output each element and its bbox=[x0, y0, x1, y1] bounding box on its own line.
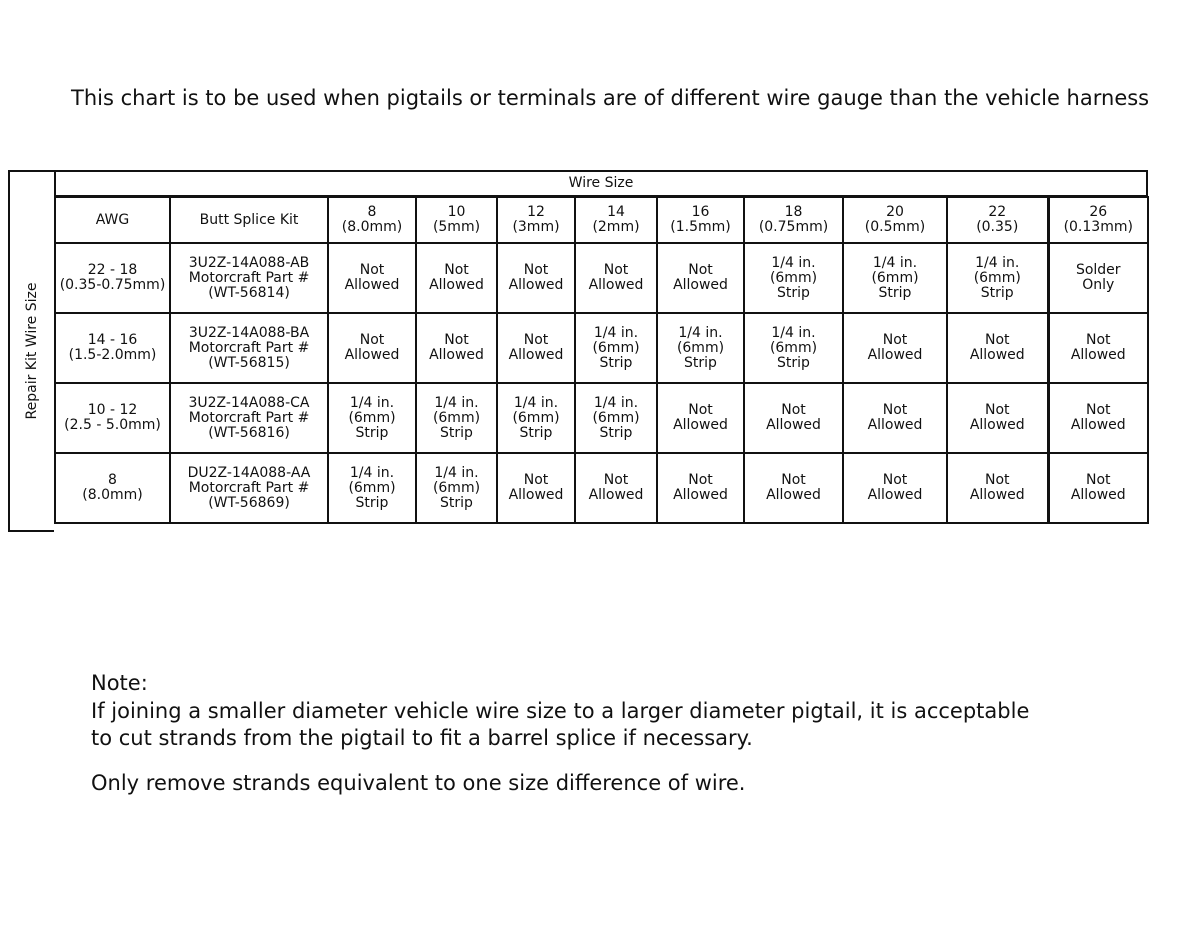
table-cell-line: 1/4 in. bbox=[434, 464, 479, 481]
table-cell bbox=[575, 313, 657, 383]
table-cell-line: Strip bbox=[440, 424, 473, 441]
table-cell-line: Only bbox=[1082, 277, 1115, 293]
table-cell-line: Not bbox=[1085, 402, 1111, 418]
wire-size-column-header-line: 22 bbox=[988, 204, 1007, 220]
table-cell-line: Not bbox=[984, 472, 1010, 488]
table-cell bbox=[657, 313, 744, 383]
table-cell bbox=[744, 383, 843, 453]
table-cell bbox=[575, 383, 657, 453]
table-cell-line: (6mm) bbox=[769, 339, 818, 356]
table-cell-line: 1/4 in. bbox=[349, 464, 395, 481]
wire-size-column-header-line: (0.13mm) bbox=[1063, 219, 1133, 235]
table-cell bbox=[416, 243, 497, 313]
table-cell-line: Not bbox=[523, 472, 549, 488]
table-row bbox=[55, 383, 1148, 453]
table-cell-line: Not bbox=[984, 402, 1010, 418]
table-cell-line: Strip bbox=[355, 424, 389, 441]
table-cell-line: Not bbox=[781, 472, 806, 488]
awg-cell-line: 8 bbox=[108, 472, 117, 488]
table-row bbox=[55, 313, 1148, 383]
table-cell-line: Strip bbox=[878, 284, 912, 301]
table-cell bbox=[328, 383, 416, 453]
table-cell-line: Not bbox=[781, 402, 806, 418]
side-label-text: Repair Kit Wire Size bbox=[24, 282, 40, 420]
table-cell bbox=[1048, 453, 1148, 523]
table-cell-line: (6mm) bbox=[769, 269, 818, 286]
table-cell-line: (6mm) bbox=[592, 409, 640, 426]
table-cell bbox=[497, 383, 575, 453]
table-cell-line: Allowed bbox=[673, 417, 728, 433]
wire-size-column-header-line: 20 bbox=[886, 204, 904, 220]
wire-size-column-header-line: 16 bbox=[691, 204, 710, 220]
kit-cell bbox=[170, 243, 328, 313]
wire-size-column-header-line: (0.35) bbox=[976, 219, 1019, 235]
table-cell bbox=[328, 453, 416, 523]
table-cell-line: Allowed bbox=[344, 347, 400, 363]
splice-chart-table bbox=[54, 196, 1149, 524]
table-cell bbox=[328, 313, 416, 383]
awg-cell bbox=[55, 313, 170, 383]
kit-cell-line: (WT-56815) bbox=[208, 354, 290, 371]
table-cell-line: Not bbox=[882, 472, 908, 488]
table-cell-line: Not bbox=[603, 472, 629, 488]
table-cell-line: Not bbox=[1085, 472, 1111, 488]
table-cell-line: Allowed bbox=[673, 487, 728, 503]
note-line-1: If joining a smaller diameter vehicle wire size to a larger diameter pigtail, it is acceptable bbox=[91, 699, 1030, 723]
awg-header: AWG bbox=[55, 197, 170, 243]
table-cell bbox=[657, 453, 744, 523]
table-cell bbox=[657, 383, 744, 453]
table-cell bbox=[416, 453, 497, 523]
kit-cell bbox=[170, 453, 328, 523]
table-cell-line: (6mm) bbox=[592, 339, 640, 356]
table-cell-line: Strip bbox=[355, 494, 389, 511]
table-cell bbox=[744, 243, 843, 313]
table-cell-line: Not bbox=[882, 402, 908, 418]
table-cell bbox=[947, 243, 1048, 313]
awg-cell-line: (0.35-0.75mm) bbox=[59, 277, 166, 293]
table-cell-line: (6mm) bbox=[512, 409, 560, 426]
table-cell-line: Allowed bbox=[969, 347, 1025, 363]
table-cell-line: Not bbox=[1085, 332, 1111, 348]
table-row bbox=[55, 453, 1148, 523]
table-cell-line: Strip bbox=[980, 284, 1014, 301]
table-cell-line: Not bbox=[688, 262, 713, 278]
table-cell-line: Allowed bbox=[1070, 487, 1126, 503]
table-cell bbox=[497, 453, 575, 523]
table-cell bbox=[1048, 243, 1148, 313]
wire-size-column-header bbox=[947, 197, 1048, 243]
table-cell-line: Not bbox=[359, 262, 385, 278]
table-cell-line: 1/4 in. bbox=[771, 254, 816, 271]
wire-size-column-header bbox=[328, 197, 416, 243]
table-cell-line: 1/4 in. bbox=[872, 254, 918, 271]
kit-cell bbox=[170, 383, 328, 453]
table-cell-line: Not bbox=[603, 262, 629, 278]
table-cell-line: 1/4 in. bbox=[593, 394, 639, 411]
table-row bbox=[55, 243, 1148, 313]
wire-size-column-header-line: (1.5mm) bbox=[670, 219, 731, 235]
kit-cell-line: DU2Z-14A088-AA bbox=[187, 464, 311, 481]
butt-splice-kit-header: Butt Splice Kit bbox=[170, 197, 328, 243]
table-cell bbox=[947, 313, 1048, 383]
table-cell-line: Allowed bbox=[588, 487, 644, 503]
repair-kit-wire-size-label bbox=[8, 170, 54, 532]
table-cell bbox=[416, 383, 497, 453]
wire-size-column-header-line: (5mm) bbox=[432, 219, 481, 235]
table-cell-line: Allowed bbox=[766, 487, 821, 503]
table-cell-line: Not bbox=[444, 332, 469, 348]
table-cell-line: Allowed bbox=[508, 347, 564, 363]
table-cell-line: 1/4 in. bbox=[349, 394, 395, 411]
table-cell bbox=[947, 383, 1048, 453]
awg-cell bbox=[55, 453, 170, 523]
table-cell-line: Strip bbox=[440, 494, 473, 511]
wire-size-column-header-line: (3mm) bbox=[512, 219, 560, 235]
wire-size-column-header-line: 10 bbox=[447, 204, 466, 220]
table-cell-line: Allowed bbox=[969, 487, 1025, 503]
wire-size-column-header bbox=[416, 197, 497, 243]
table-cell bbox=[947, 453, 1048, 523]
awg-cell-line: (2.5 - 5.0mm) bbox=[64, 417, 161, 433]
table-cell-line: (6mm) bbox=[871, 269, 919, 286]
wire-size-column-header-line: (0.5mm) bbox=[864, 219, 926, 235]
awg-cell-line: 14 - 16 bbox=[87, 332, 138, 348]
table-cell-line: Not bbox=[882, 332, 908, 348]
wire-size-column-header bbox=[1048, 197, 1148, 243]
table-cell bbox=[744, 313, 843, 383]
table-cell bbox=[843, 383, 947, 453]
table-cell bbox=[575, 243, 657, 313]
table-cell-line: Strip bbox=[777, 284, 810, 301]
table-cell bbox=[497, 313, 575, 383]
kit-cell-line: Motorcraft Part # bbox=[188, 269, 310, 286]
table-cell-line: 1/4 in. bbox=[975, 254, 1020, 271]
awg-cell bbox=[55, 383, 170, 453]
wire-size-column-header-line: (8.0mm) bbox=[341, 219, 403, 235]
wire-size-column-header bbox=[497, 197, 575, 243]
table-cell-line: Allowed bbox=[1070, 417, 1126, 433]
table-cell bbox=[575, 453, 657, 523]
table-cell-line: Not bbox=[523, 262, 549, 278]
wire-size-column-header-line: 14 bbox=[607, 204, 625, 220]
table-cell-line: Strip bbox=[684, 354, 717, 371]
table-cell-line: (6mm) bbox=[348, 479, 396, 496]
awg-cell-line: (1.5-2.0mm) bbox=[68, 347, 157, 363]
wire-size-column-header-line: 8 bbox=[367, 204, 377, 220]
kit-cell-line: (WT-56814) bbox=[208, 284, 290, 301]
table-cell-line: Allowed bbox=[588, 277, 644, 293]
wire-size-column-header-line: 12 bbox=[527, 204, 545, 220]
table-cell-line: Not bbox=[688, 472, 713, 488]
table-cell-line: Not bbox=[359, 332, 385, 348]
note-line-2: to cut strands from the pigtail to fit a barrel splice if necessary. bbox=[91, 726, 753, 750]
table-cell bbox=[744, 453, 843, 523]
table-cell-line: Allowed bbox=[429, 277, 484, 293]
table-cell bbox=[1048, 313, 1148, 383]
table-cell-line: 1/4 in. bbox=[678, 324, 723, 341]
awg-cell bbox=[55, 243, 170, 313]
table-cell-line: Allowed bbox=[969, 417, 1025, 433]
table-cell-line: Allowed bbox=[766, 417, 821, 433]
kit-cell-line: 3U2Z-14A088-CA bbox=[188, 394, 310, 411]
table-cell-line: 1/4 in. bbox=[434, 394, 479, 411]
table-cell-line: (6mm) bbox=[973, 269, 1021, 286]
table-cell-line: Not bbox=[444, 262, 469, 278]
note-heading: Note: bbox=[91, 671, 148, 695]
table-cell-line: Allowed bbox=[867, 417, 923, 433]
awg-cell-line: 10 - 12 bbox=[87, 402, 138, 418]
table-cell-line: Allowed bbox=[867, 347, 923, 363]
table-cell-line: Not bbox=[523, 332, 549, 348]
awg-cell-line: (8.0mm) bbox=[82, 487, 143, 503]
table-cell bbox=[1048, 383, 1148, 453]
intro-text: This chart is to be used when pigtails or terminals are of different wire gauge than the vehicle harness bbox=[71, 86, 1150, 110]
table-cell bbox=[843, 453, 947, 523]
wire-size-column-header-line: (2mm) bbox=[592, 219, 640, 235]
table-cell-line: (6mm) bbox=[676, 339, 725, 356]
wire-size-column-header bbox=[657, 197, 744, 243]
table-cell-line: Allowed bbox=[344, 277, 400, 293]
table-cell-line: (6mm) bbox=[432, 479, 481, 496]
table-cell-line: Allowed bbox=[673, 277, 728, 293]
table-cell-line: Strip bbox=[777, 354, 810, 371]
table-cell-line: 1/4 in. bbox=[771, 324, 816, 341]
table-cell-line: 1/4 in. bbox=[593, 324, 639, 341]
wire-size-header: Wire Size bbox=[54, 170, 1148, 197]
wire-size-column-header bbox=[744, 197, 843, 243]
table-cell-line: Allowed bbox=[508, 277, 564, 293]
table-cell bbox=[416, 313, 497, 383]
table-cell-line: Strip bbox=[519, 424, 553, 441]
table-cell-line: Allowed bbox=[429, 347, 484, 363]
kit-cell bbox=[170, 313, 328, 383]
table-cell bbox=[657, 243, 744, 313]
kit-cell-line: (WT-56816) bbox=[208, 424, 290, 441]
table-cell-line: Strip bbox=[599, 424, 633, 441]
table-cell-line: Allowed bbox=[867, 487, 923, 503]
table-cell-line: Not bbox=[688, 402, 713, 418]
table-cell-line: Not bbox=[984, 332, 1010, 348]
table-cell bbox=[497, 243, 575, 313]
kit-cell-line: Motorcraft Part # bbox=[188, 339, 310, 356]
awg-cell-line: 22 - 18 bbox=[87, 262, 138, 278]
table-header-row bbox=[55, 197, 1148, 243]
table-cell-line: Strip bbox=[599, 354, 633, 371]
kit-cell-line: 3U2Z-14A088-AB bbox=[188, 254, 310, 271]
table-cell bbox=[328, 243, 416, 313]
table-cell-line: Allowed bbox=[508, 487, 564, 503]
table-cell-line: Solder bbox=[1075, 262, 1121, 278]
kit-cell-line: Motorcraft Part # bbox=[188, 409, 310, 426]
wire-size-column-header bbox=[843, 197, 947, 243]
table-cell-line: 1/4 in. bbox=[513, 394, 559, 411]
table-cell-line: Allowed bbox=[1070, 347, 1126, 363]
table-cell bbox=[843, 243, 947, 313]
table-cell-line: (6mm) bbox=[348, 409, 396, 426]
wire-size-column-header-line: 18 bbox=[784, 204, 803, 220]
kit-cell-line: 3U2Z-14A088-BA bbox=[188, 324, 310, 341]
table-cell-line: (6mm) bbox=[432, 409, 481, 426]
kit-cell-line: Motorcraft Part # bbox=[188, 479, 310, 496]
wire-size-column-header-line: (0.75mm) bbox=[758, 219, 829, 235]
wire-size-column-header bbox=[575, 197, 657, 243]
kit-cell-line: (WT-56869) bbox=[208, 494, 290, 511]
table-cell bbox=[843, 313, 947, 383]
wire-size-column-header-line: 26 bbox=[1089, 204, 1108, 220]
note-line-3: Only remove strands equivalent to one size difference of wire. bbox=[91, 771, 746, 795]
